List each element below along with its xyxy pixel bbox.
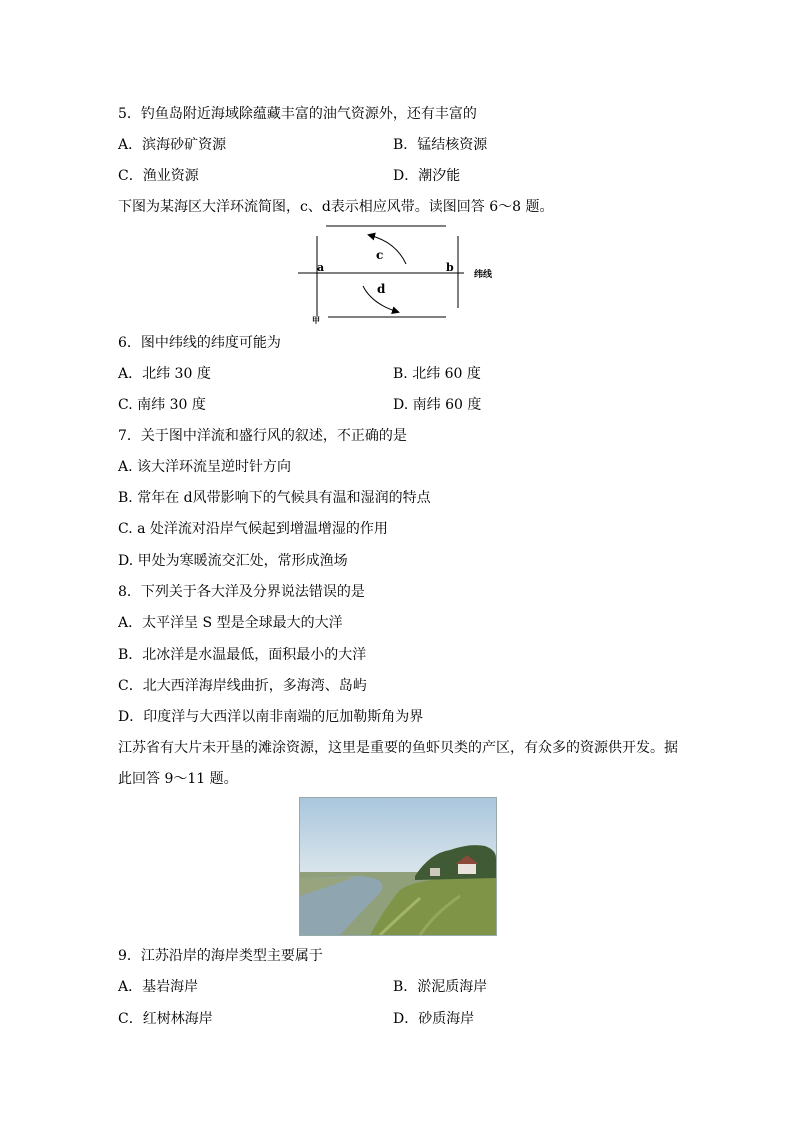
- label-jia: 甲: [312, 315, 320, 325]
- q8-option-c: C．北大西洋海岸线曲折，多海湾、岛屿: [118, 678, 367, 694]
- q9-option-c: C．红树林海岸: [118, 1011, 213, 1027]
- intro-9-11-line1: 江苏省有大片未开垦的滩涂资源，这里是重要的鱼虾贝类的产区，有众多的资源供开发。据: [118, 740, 678, 756]
- intro-6-8: 下图为某海区大洋环流简图，c、d表示相应风带。读图回答 6～8 题。: [118, 199, 554, 215]
- q9-option-a: A．基岩海岸: [118, 979, 199, 995]
- q7-option-a: A. 该大洋环流呈逆时针方向: [118, 459, 292, 475]
- label-b: b: [446, 261, 454, 274]
- q8-option-b: B．北冰洋是水温最低，面积最小的大洋: [118, 647, 367, 663]
- label-d: d: [377, 282, 386, 296]
- intro-9-11-line2: 此回答 9～11 题。: [118, 771, 238, 787]
- q6-option-a: A．北纬 30 度: [118, 366, 211, 382]
- q5-stem: 5．钓鱼岛附近海域除蕴藏丰富的油气资源外，还有丰富的: [118, 106, 477, 122]
- q9-stem: 9．江苏沿岸的海岸类型主要属于: [118, 948, 323, 964]
- q7-option-c: C. a 处洋流对沿岸气候起到增温增湿的作用: [118, 521, 388, 537]
- q8-option-d: D．印度洋与大西洋以南非南端的厄加勒斯角为界: [118, 709, 424, 725]
- q6-stem: 6．图中纬线的纬度可能为: [118, 335, 281, 351]
- q7-stem: 7．关于图中洋流和盛行风的叙述，不正确的是: [118, 428, 407, 444]
- q9-option-b: B．淤泥质海岸: [393, 979, 488, 995]
- ocean-circulation-diagram: [296, 222, 506, 326]
- q8-stem: 8．下列关于各大洋及分界说法错误的是: [118, 584, 365, 600]
- label-a: a: [317, 261, 325, 274]
- q8-option-a: A．太平洋呈 S 型是全球最大的大洋: [118, 615, 343, 631]
- q6-option-c: C. 南纬 30 度: [118, 397, 206, 413]
- tidal-flat-photo: [299, 797, 497, 936]
- label-c: c: [376, 248, 384, 262]
- wind-arrow-c: [369, 235, 406, 264]
- q5-option-a: A．滨海砂矿资源: [118, 137, 227, 153]
- q9-option-d: D．砂质海岸: [393, 1011, 475, 1027]
- q5-option-b: B．锰结核资源: [393, 137, 488, 153]
- label-weixian: 纬线: [474, 270, 493, 280]
- q5-option-d: D．潮汐能: [393, 168, 461, 184]
- q7-option-d: D. 甲处为寒暖流交汇处，常形成渔场: [118, 553, 348, 569]
- q5-option-c: C．渔业资源: [118, 168, 199, 184]
- q6-option-b: B. 北纬 60 度: [393, 366, 481, 382]
- q6-option-d: D. 南纬 60 度: [393, 397, 482, 413]
- q7-option-b: B. 常年在 d风带影响下的气候具有温和湿润的特点: [118, 490, 431, 506]
